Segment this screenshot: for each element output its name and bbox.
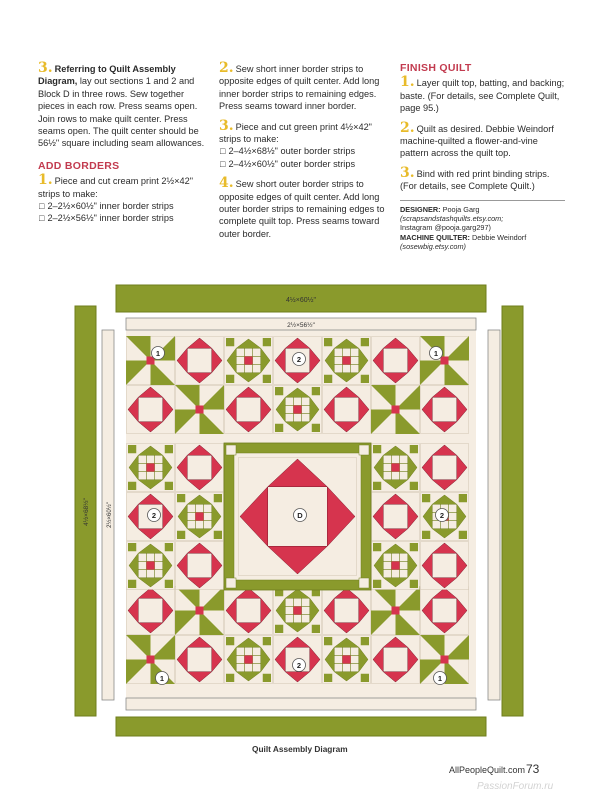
finish-step-1 <box>400 76 565 114</box>
tiny-center <box>391 561 399 569</box>
corner-square <box>128 482 136 490</box>
footer-site: AllPeopleQuilt.com <box>449 765 526 775</box>
add-borders-heading: ADD BORDERS <box>38 159 120 172</box>
step-bold: Referring to Quilt Assembly Diagram, <box>38 64 176 87</box>
corner-square <box>361 637 369 645</box>
star-center <box>236 397 261 422</box>
corner-square <box>275 387 283 395</box>
step-number: 2. <box>219 60 234 76</box>
outer-border-bottom <box>116 717 486 736</box>
pinwheel-center <box>392 607 400 615</box>
corner-square <box>361 674 369 682</box>
star-center <box>236 598 261 623</box>
pinwheel-center <box>441 656 449 664</box>
star-center <box>432 553 457 578</box>
section-1-label: 1 <box>437 673 443 683</box>
corner-square <box>275 625 283 633</box>
corner-square <box>128 445 136 453</box>
corner-square <box>324 674 332 682</box>
step-number: 4. <box>219 175 234 192</box>
step-number: 3. <box>38 60 53 76</box>
corner-square <box>324 338 332 346</box>
tiny-center <box>293 606 301 614</box>
corner-square <box>373 580 381 588</box>
page-number: 73 <box>526 762 540 776</box>
section-1-label: 1 <box>433 348 439 358</box>
corner-square <box>214 531 222 539</box>
star-center <box>383 348 408 373</box>
corner-square <box>263 674 271 682</box>
section-1-label: 1 <box>155 348 161 358</box>
corner-square <box>422 531 430 539</box>
cut-list-item: □ 2–4½×60½" outer border strips <box>219 158 387 170</box>
corner-square <box>165 580 173 588</box>
block-d-cornerstone <box>359 445 369 455</box>
tiny-center <box>244 655 252 663</box>
column-1 <box>38 62 206 232</box>
step-text: lay out sections 1 and 2 and Block D in three rows. Sew together pieces in each row. Press seams open. Join rows to make quilt center. Press seams open. The quilt center should be 56½" square including seam allowances. <box>38 76 205 149</box>
pinwheel-center <box>196 406 204 414</box>
border-step-4 <box>219 177 387 240</box>
designer-name: Pooja Garg <box>442 204 480 214</box>
column-2 <box>219 62 387 247</box>
step-text: Sew short outer border strips to opposite edges of quilt center. Add long outer border strips to remaining edges to complete quilt top. Press seams toward outer border. <box>219 179 385 239</box>
corner-square <box>459 531 467 539</box>
star-center <box>138 397 163 422</box>
corner-square <box>226 338 234 346</box>
corner-square <box>410 482 418 490</box>
corner-square <box>263 637 271 645</box>
outer-border-right <box>502 306 523 716</box>
star-center <box>383 504 408 529</box>
inner-top-label: 2½×56½" <box>287 322 315 329</box>
block-d-label: D <box>297 510 303 520</box>
corner-square <box>128 543 136 551</box>
tiny-center <box>146 463 154 471</box>
step-number: 3. <box>400 164 415 181</box>
pinwheel-center <box>147 656 155 664</box>
step-text: Layer quilt top, batting, and backing; baste. (For details, see Complete Quilt, page 95.) <box>400 78 565 114</box>
designer-label: DESIGNER: <box>400 204 441 214</box>
block-d-cornerstone <box>226 578 236 588</box>
machine-quilter-name: Debbie Weindorf <box>472 232 527 242</box>
section-2-label: 2 <box>296 354 302 364</box>
step-text: Piece and cut cream print 2½×42" strips to make: <box>38 176 193 199</box>
corner-square <box>324 637 332 645</box>
column-3 <box>400 62 565 252</box>
tiny-center <box>195 512 203 520</box>
tiny-center <box>293 405 301 413</box>
quilt-assembly-diagram <box>70 280 530 740</box>
star-center <box>383 647 408 672</box>
section-1-label: 1 <box>159 673 165 683</box>
star-center <box>187 455 212 480</box>
tiny-center <box>391 463 399 471</box>
cut-list-item: □ 2–2½×56½" inner border strips <box>38 212 206 224</box>
corner-square <box>128 580 136 588</box>
star-center <box>138 598 163 623</box>
corner-square <box>410 580 418 588</box>
finish-step-2 <box>400 119 565 160</box>
watermark: PassionForum.ru <box>477 781 554 792</box>
step-text: Bind with red print binding strips. (For details, see Complete Quilt.) <box>400 168 550 192</box>
pinwheel-center <box>441 357 449 365</box>
corner-square <box>373 445 381 453</box>
corner-square <box>373 543 381 551</box>
corner-square <box>373 482 381 490</box>
finish-quilt-heading: FINISH QUILT <box>400 62 472 74</box>
designer-site: (scrapsandstashquilts.etsy.com; <box>400 214 504 224</box>
tiny-center <box>342 356 350 364</box>
section-2-label: 2 <box>439 510 445 520</box>
corner-square <box>263 375 271 383</box>
corner-square <box>226 375 234 383</box>
corner-square <box>226 637 234 645</box>
corner-square <box>165 482 173 490</box>
corner-square <box>214 494 222 502</box>
step-text: Quilt as desired. Debbie Weindorf machine-quilted a flower-and-vine pattern across the quilt top. <box>400 123 554 159</box>
inner-side-label: 2½×60½" <box>107 502 113 528</box>
corner-square <box>312 625 320 633</box>
star-center <box>187 647 212 672</box>
corner-square <box>324 375 332 383</box>
step-text: Piece and cut green print 4½×42" strips to make: <box>219 121 372 145</box>
corner-square <box>275 424 283 432</box>
star-center <box>187 553 212 578</box>
step-number: 1. <box>400 74 415 91</box>
inner-border-right <box>488 330 500 700</box>
block-d-cornerstone <box>226 445 236 455</box>
border-step-2 <box>219 62 387 113</box>
section-2-label: 2 <box>296 660 302 670</box>
inner-border-bottom <box>126 698 476 710</box>
pinwheel-center <box>392 406 400 414</box>
star-center <box>432 598 457 623</box>
border-step-3 <box>219 117 387 171</box>
step-number: 2. <box>400 119 415 136</box>
step-number: 3. <box>219 117 234 134</box>
outer-top-label: 4½×60½" <box>286 297 316 304</box>
section-2-label: 2 <box>151 510 157 520</box>
corner-square <box>165 445 173 453</box>
corner-square <box>312 424 320 432</box>
step-text: Sew short inner border strips to opposite edges of quilt center. Add long inner border strips to remaining edges. Press seams toward inner border. <box>219 64 380 112</box>
star-center <box>432 455 457 480</box>
corner-square <box>361 338 369 346</box>
corner-square <box>410 543 418 551</box>
machine-quilter-site: (sosewbig.etsy.com) <box>400 242 466 252</box>
pinwheel-center <box>196 607 204 615</box>
machine-quilter-label: MACHINE QUILTER: <box>400 232 470 242</box>
tiny-center <box>244 356 252 364</box>
corner-square <box>263 338 271 346</box>
diagram-caption: Quilt Assembly Diagram <box>252 744 348 754</box>
border-step-1 <box>38 174 206 225</box>
corner-square <box>459 494 467 502</box>
star-center <box>334 598 359 623</box>
corner-square <box>226 674 234 682</box>
corner-square <box>165 543 173 551</box>
corner-square <box>410 445 418 453</box>
corner-square <box>361 375 369 383</box>
star-center <box>334 397 359 422</box>
finish-step-3 <box>400 164 565 193</box>
cut-list-item: □ 2–4½×68½" outer border strips <box>219 145 387 157</box>
tiny-center <box>146 561 154 569</box>
designer-instagram: Instagram @pooja.garg297) <box>400 223 491 233</box>
star-center <box>187 348 212 373</box>
corner-square <box>422 494 430 502</box>
cut-list-item: □ 2–2½×60½" inner border strips <box>38 200 206 212</box>
step-number: 1. <box>38 172 53 189</box>
tiny-center <box>342 655 350 663</box>
step-3 <box>38 62 206 150</box>
credits <box>400 200 565 252</box>
star-center <box>432 397 457 422</box>
block-d-cornerstone <box>359 578 369 588</box>
corner-square <box>177 494 185 502</box>
corner-square <box>177 531 185 539</box>
outer-side-label: 4½×68½" <box>83 498 90 526</box>
corner-square <box>312 387 320 395</box>
